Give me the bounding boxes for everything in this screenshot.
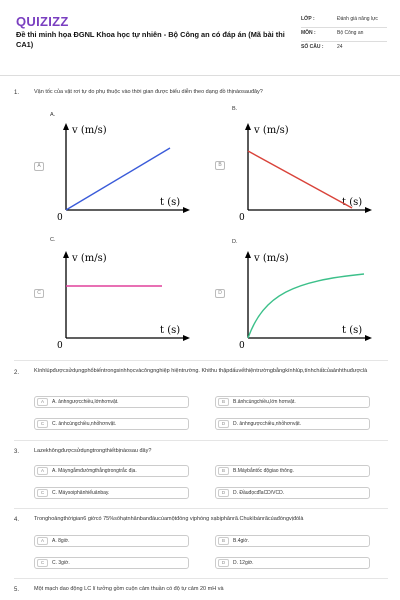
option-letter: A <box>37 467 48 475</box>
graph-d <box>234 246 374 366</box>
graph-a <box>52 118 192 238</box>
y-axis-arrow <box>245 123 251 130</box>
option-letter: B <box>218 467 229 475</box>
option-letter: D <box>218 559 229 567</box>
option-box-b[interactable]: B <box>215 161 225 170</box>
option-text: C. ảnhcùngchiều,nhỏhơnvật. <box>52 421 117 427</box>
option-letter: C <box>37 420 48 428</box>
y-axis-arrow <box>63 123 69 130</box>
option-c[interactable] <box>34 487 189 499</box>
option-text: B.Máybắntốc độgiao thông. <box>233 468 294 474</box>
y-axis-label: v (m/s) <box>254 125 289 136</box>
x-axis-arrow <box>183 335 190 341</box>
velocity-line <box>66 148 170 210</box>
origin-label: 0 <box>239 341 245 351</box>
meta-value: Bộ Công an <box>337 30 364 36</box>
meta-panel <box>301 14 387 55</box>
meta-key: SỐ CÂU : <box>301 44 324 50</box>
meta-key: MÔN : <box>301 30 316 36</box>
option-text: A. ảnhngượcchiều,lớnhơnvật. <box>52 399 119 405</box>
option-b[interactable] <box>215 465 370 477</box>
question-number: 1. <box>14 90 20 96</box>
y-axis-arrow <box>245 251 251 258</box>
x-axis-label: t (s) <box>342 325 363 336</box>
option-letter: A <box>37 398 48 406</box>
vt-graph-svg <box>234 118 374 238</box>
meta-key: LỚP : <box>301 16 315 22</box>
option-a[interactable] <box>34 535 189 547</box>
option-text: B.ảnhcùngchiều,lớn hơnvật. <box>233 399 296 405</box>
question-divider <box>14 508 388 509</box>
vt-graph-svg <box>52 246 192 366</box>
question-number: 5. <box>14 587 20 593</box>
graph-label-d: D. <box>232 239 238 245</box>
meta-value: Đánh giá năng lực <box>337 16 378 22</box>
option-b[interactable] <box>215 396 370 408</box>
x-axis-label: t (s) <box>342 197 363 208</box>
option-text: D. ảnhngượcchiều,nhỏhơnvật. <box>233 421 302 427</box>
question-text: Tronghoảngthờigian6 giờcó 75%sốhạtnhânbanđầucủamộtđồng vịphóng xạbịphânrã.Chukìbánrãcủađồngvịđólà <box>34 516 304 522</box>
origin-label: 0 <box>239 213 245 223</box>
y-axis-label: v (m/s) <box>72 125 107 136</box>
meta-row-class <box>301 14 387 28</box>
question-text: Vận tốc của vật rơi tự do phụ thuộc vào thời gian được biểu diễn theo dạng đồ thịnàosauđây? <box>34 89 263 95</box>
option-d[interactable] <box>215 557 370 569</box>
header-divider <box>0 75 400 76</box>
question-number: 2. <box>14 370 20 376</box>
graph-label-c: C. <box>50 237 56 243</box>
option-text: A. Máyngắmđườngthẳngtrongtrắc địa. <box>52 468 137 474</box>
meta-row-count <box>301 42 387 55</box>
graph-label-b: B. <box>232 106 238 112</box>
option-box-c[interactable]: C <box>34 289 44 298</box>
option-letter: D <box>218 420 229 428</box>
vt-graph-svg <box>234 246 374 366</box>
meta-row-subject <box>301 28 387 42</box>
option-box-a[interactable]: A <box>34 162 44 171</box>
x-axis-arrow <box>183 207 190 213</box>
quizizz-logo: QUIZIZZ <box>16 14 69 29</box>
x-axis-label: t (s) <box>160 197 181 208</box>
option-c[interactable] <box>34 418 189 430</box>
option-a[interactable] <box>34 396 189 408</box>
option-text: D. ĐầuđọcđĩaCD/VCD. <box>233 490 285 496</box>
velocity-line <box>248 151 352 208</box>
y-axis-label: v (m/s) <box>254 253 289 264</box>
question-number: 4. <box>14 517 20 523</box>
option-text: C. 3giờ. <box>52 560 70 566</box>
option-text: D. 12giờ. <box>233 560 254 566</box>
option-c[interactable] <box>34 557 189 569</box>
graph-c <box>52 246 192 366</box>
page-title: Đề thi minh họa ĐGNL Khoa học tự nhiên - Bộ Công an có đáp án (Mã bài thi CA1) <box>16 30 285 49</box>
option-b[interactable] <box>215 535 370 547</box>
vt-graph-svg <box>52 118 192 238</box>
question-divider <box>14 440 388 441</box>
question-text: Lazekhôngđượcsửdụngtrongthiếtbịnàosau đây? <box>34 448 152 454</box>
question-number: 3. <box>14 449 20 455</box>
option-text: B.4giờ. <box>233 538 250 544</box>
question-divider <box>14 360 388 361</box>
graph-b <box>234 118 374 238</box>
question-text: Một mạch dao động LC lí tưởng gồm cuộn cảm thuần có độ tự cảm 20 mH và <box>34 586 224 592</box>
option-letter: D <box>218 489 229 497</box>
option-a[interactable] <box>34 465 189 477</box>
x-axis-label: t (s) <box>160 325 181 336</box>
option-text: C. Máysoiphânhiểuảnbay. <box>52 490 110 496</box>
option-letter: B <box>218 537 229 545</box>
origin-label: 0 <box>57 341 63 351</box>
option-box-d[interactable]: D <box>215 289 225 298</box>
option-d[interactable] <box>215 487 370 499</box>
option-letter: C <box>37 489 48 497</box>
question-text: Kínhlúpđượcsửdụngphổbiếntrongsinhhọcvàcôngnghiệp hiệntrường. Khithu thậpdấuvếthiệntrườngbằngkínhlúp,tínhchấtcủaảnhthuđượclà <box>34 368 368 374</box>
graph-label-a: A. <box>50 112 56 118</box>
y-axis-label: v (m/s) <box>72 253 107 264</box>
option-letter: C <box>37 559 48 567</box>
option-text: A. 8giờ. <box>52 538 70 544</box>
x-axis-arrow <box>365 335 372 341</box>
origin-label: 0 <box>57 213 63 223</box>
question-divider <box>14 578 388 579</box>
option-letter: A <box>37 537 48 545</box>
meta-value: 24 <box>337 44 343 50</box>
option-letter: B <box>218 398 229 406</box>
x-axis-arrow <box>365 207 372 213</box>
option-d[interactable] <box>215 418 370 430</box>
y-axis-arrow <box>63 251 69 258</box>
